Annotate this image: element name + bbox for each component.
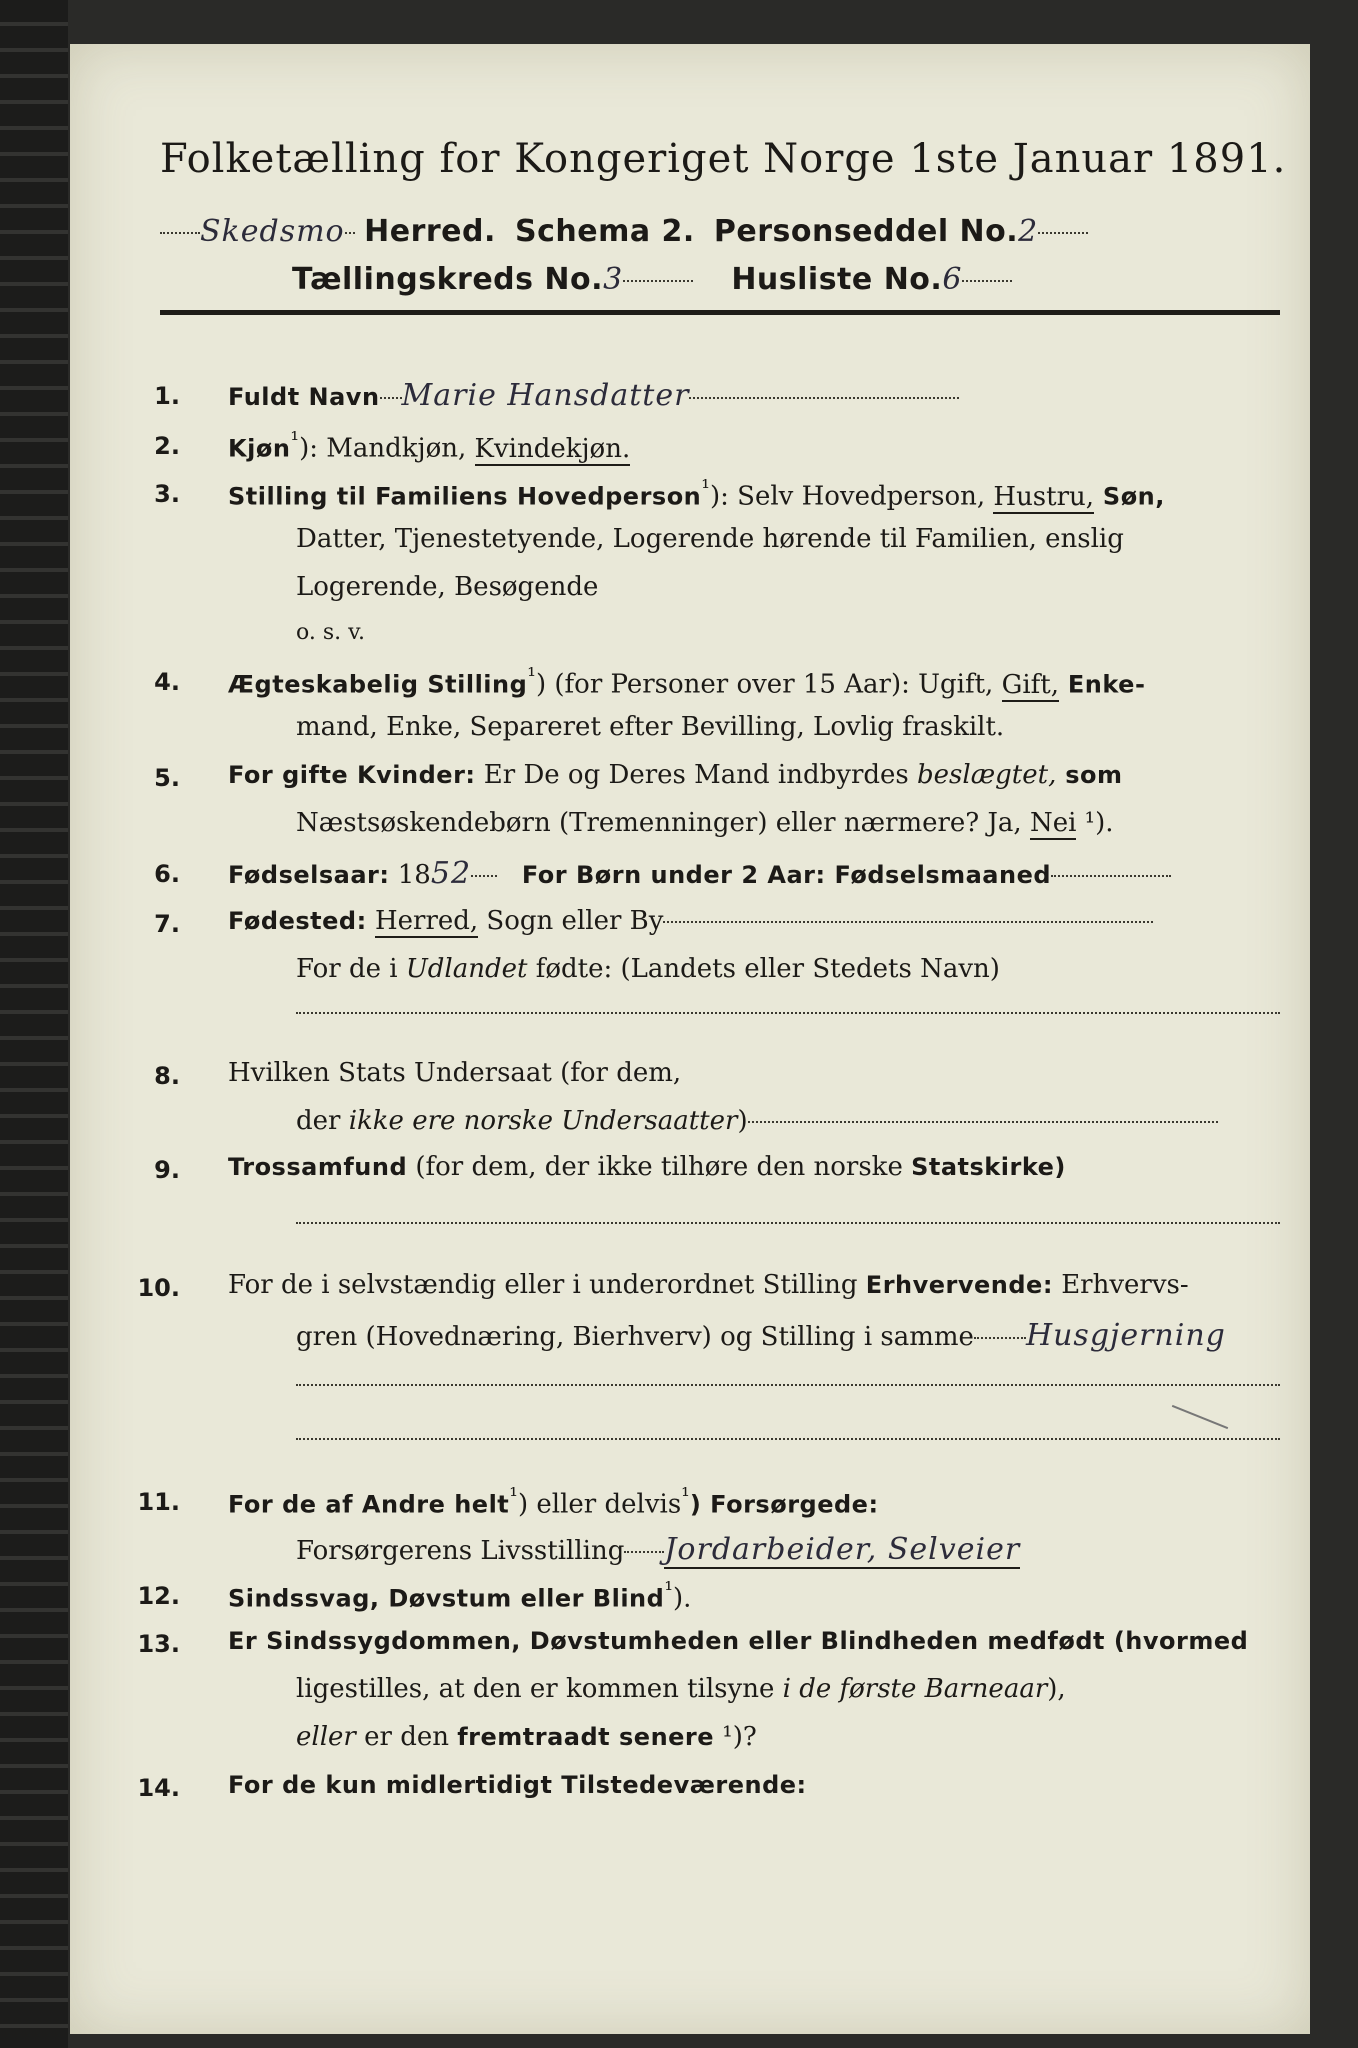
q11-number: 11. (137, 1488, 180, 1516)
q4-sup: ¹ (527, 664, 536, 689)
q2-sup: ¹ (290, 428, 300, 453)
husliste-label: Husliste No. (731, 262, 943, 297)
q2-label: Kjøn (228, 434, 291, 463)
form-title: Folketælling for Kongeriget Norge 1ste Januar 1891. (160, 136, 1287, 182)
q6-number: 6. (154, 860, 180, 888)
q3-line3: Logerende, Besøgende (296, 572, 599, 602)
q10-answer-line-1 (296, 1384, 1280, 1386)
q10-text-b: Erhvervs- (1052, 1270, 1189, 1300)
q7-label: Fødested: (228, 907, 367, 935)
q2-row (228, 428, 630, 464)
q8-number: 8. (154, 1062, 180, 1090)
q3-sup: ¹ (701, 476, 710, 501)
q8-line2 (296, 1106, 1218, 1136)
q10-answer-line-2 (296, 1438, 1280, 1440)
q7-row (228, 906, 1153, 936)
q6-row (228, 856, 1171, 891)
herred-label: Herred. (364, 214, 496, 249)
q7-underlined: Herred, (374, 906, 479, 936)
q10-row (228, 1270, 1189, 1300)
q5-row (228, 760, 1123, 790)
q8-line2-italic: ikke ere norske Undersaatter (348, 1106, 738, 1136)
q14-number: 14. (137, 1774, 180, 1802)
film-edge (0, 0, 68, 2048)
q8-line2-a: der (296, 1106, 349, 1136)
q12-label: Sindssvag, Døvstum eller Blind (228, 1584, 665, 1613)
herred-value: Skedsmo (200, 214, 345, 249)
q3-number: 3. (154, 480, 180, 508)
q10-label: Erhvervende: (865, 1271, 1053, 1299)
q7-line2 (296, 954, 1000, 984)
q4-text-a: ) (for Personer over 15 Aar): Ugift, (535, 669, 1002, 700)
q3-text-a: ): Selv Hovedperson, (709, 481, 994, 512)
q13-line3-italic: eller (296, 1722, 356, 1752)
q11-sup-b: ¹ (681, 1484, 690, 1509)
kreds-value: 3 (603, 262, 624, 297)
q1-number: 1. (154, 382, 180, 410)
personseddel-value: 2 (1018, 214, 1039, 249)
q6-child-label: For Børn under 2 Aar: Fødselsmaaned (521, 861, 1052, 889)
q4-text-b: Enke- (1059, 670, 1146, 699)
q8-label: Hvilken Stats Undersaat (for dem, (228, 1058, 682, 1088)
q10-line2 (296, 1318, 1226, 1353)
herred-line (160, 214, 1088, 249)
q11-label-a: For de af Andre helt (228, 1490, 510, 1519)
q6-year-prefix: 18 (397, 860, 431, 890)
schema-label: Schema 2. (514, 214, 695, 249)
q3-text-b: Søn, (1094, 482, 1165, 511)
q7-line2-italic: Udlandet (405, 954, 528, 984)
q1-value: Marie Hansdatter (401, 378, 690, 413)
q12-number: 12. (137, 1582, 180, 1610)
header-divider (160, 310, 1280, 315)
q13-line3-b: ¹)? (714, 1722, 757, 1752)
q2-text: ): Mandkjøn, (299, 433, 475, 464)
q8-line2-b: ) (737, 1106, 748, 1136)
q11-line2-text: Forsørgerens Livsstilling (296, 1536, 625, 1566)
q2-number: 2. (154, 432, 180, 460)
q11-value: Jordarbeider, Selveier (664, 1532, 1021, 1567)
q14-label-text: For de kun midlertidigt Tilstedeværende: (228, 1771, 807, 1799)
q12-tail: ). (673, 1583, 692, 1614)
q12-sup: ¹ (664, 1578, 673, 1603)
q13-number: 13. (137, 1630, 180, 1658)
q13-line3-a: er den (355, 1722, 458, 1752)
q11-sup-a: ¹ (509, 1484, 518, 1509)
q10-text-a: For de i selvstændig eller i underordnet Stilling (228, 1270, 866, 1300)
q9-label: Trossamfund (228, 1153, 408, 1181)
q5-label: For gifte Kvinder: (228, 761, 476, 789)
q6-label: Fødselsaar: (228, 861, 390, 889)
q7-number: 7. (154, 910, 180, 938)
q7-text: Sogn eller By (478, 906, 664, 936)
q6-year-value: 52 (430, 856, 472, 891)
q13-line3-bold: fremtraadt senere (457, 1723, 715, 1751)
kreds-label: Tællingskreds No. (292, 262, 604, 297)
q9-number: 9. (154, 1156, 180, 1184)
q2-underlined: Kvindekjøn. (474, 433, 631, 464)
q9-text-a: (for dem, der ikke tilhøre den norske (407, 1152, 912, 1182)
q13-line2-italic: i de første Barneaar (782, 1674, 1048, 1704)
q9-text-b: Statskirke) (911, 1153, 1066, 1181)
kreds-line (292, 262, 1012, 297)
q3-row (228, 476, 1165, 512)
q3-line4: o. s. v. (296, 620, 365, 645)
q3-label: Stilling til Familiens Hovedperson (228, 482, 702, 511)
q5-line2 (296, 808, 1114, 838)
q13-label: Er Sindssygdommen, Døvstumheden eller Blindheden (228, 1627, 988, 1655)
q7-line2-b: fødte: (Landets eller Stedets Navn) (527, 954, 1000, 984)
q3-underlined: Hustru, (993, 481, 1095, 512)
q9-row (228, 1152, 1066, 1182)
q4-underlined: Gift, (1001, 669, 1060, 700)
q9-answer-line (296, 1222, 1280, 1224)
q4-line2: mand, Enke, Separeret efter Bevilling, Lovlig fraskilt. (296, 712, 1005, 742)
q10-number: 10. (137, 1274, 180, 1302)
q13-line2 (296, 1674, 1066, 1704)
q5-italic: beslægtet, (917, 760, 1057, 790)
q11-line2 (296, 1532, 1020, 1567)
q5-number: 5. (154, 764, 180, 792)
q13-line3 (296, 1722, 757, 1752)
q5-text-a: Er De og Deres Mand indbyrdes (475, 760, 918, 790)
q10-line2-text: gren (Hovednæring, Bierhverv) og Stilling i samme (296, 1322, 974, 1352)
q5-text-b: som (1056, 761, 1123, 789)
q5-line2-tail: ¹). (1076, 808, 1114, 838)
q13-bold: medfødt (987, 1627, 1105, 1655)
q1-row (228, 378, 959, 413)
pencil-mark (1172, 1405, 1228, 1429)
q7-line2-a: For de i (296, 954, 406, 984)
personseddel-label: Personseddel No. (713, 214, 1019, 249)
q14-label (228, 1770, 807, 1800)
q11-label-c: ) Forsørgede: (689, 1490, 879, 1519)
q3-line2: Datter, Tjenestetyende, Logerende hørende til Familien, enslig (296, 524, 1124, 554)
husliste-value: 6 (942, 262, 963, 297)
q1-label: Fuldt Navn (228, 383, 380, 411)
q5-underlined: Nei (1029, 808, 1077, 838)
q4-label: Ægteskabelig Stilling (228, 670, 528, 699)
q13-row (228, 1626, 1248, 1656)
q11-row (228, 1484, 879, 1520)
census-form-page (70, 44, 1310, 2034)
q13-text-b: (hvormed (1104, 1627, 1249, 1655)
q12-row (228, 1578, 691, 1614)
q4-number: 4. (154, 668, 180, 696)
q4-row (228, 664, 1145, 700)
q7-answer-line (296, 1012, 1280, 1014)
q10-value: Husgjerning (1025, 1318, 1226, 1353)
q13-line2-b: ), (1047, 1674, 1066, 1704)
q5-line2-text: Næstsøskendebørn (Tremenninger) eller nærmere? Ja, (296, 808, 1030, 838)
q11-label-b: ) eller delvis (517, 1489, 682, 1520)
q13-line2-a: ligestilles, at den er kommen tilsyne (296, 1674, 783, 1704)
